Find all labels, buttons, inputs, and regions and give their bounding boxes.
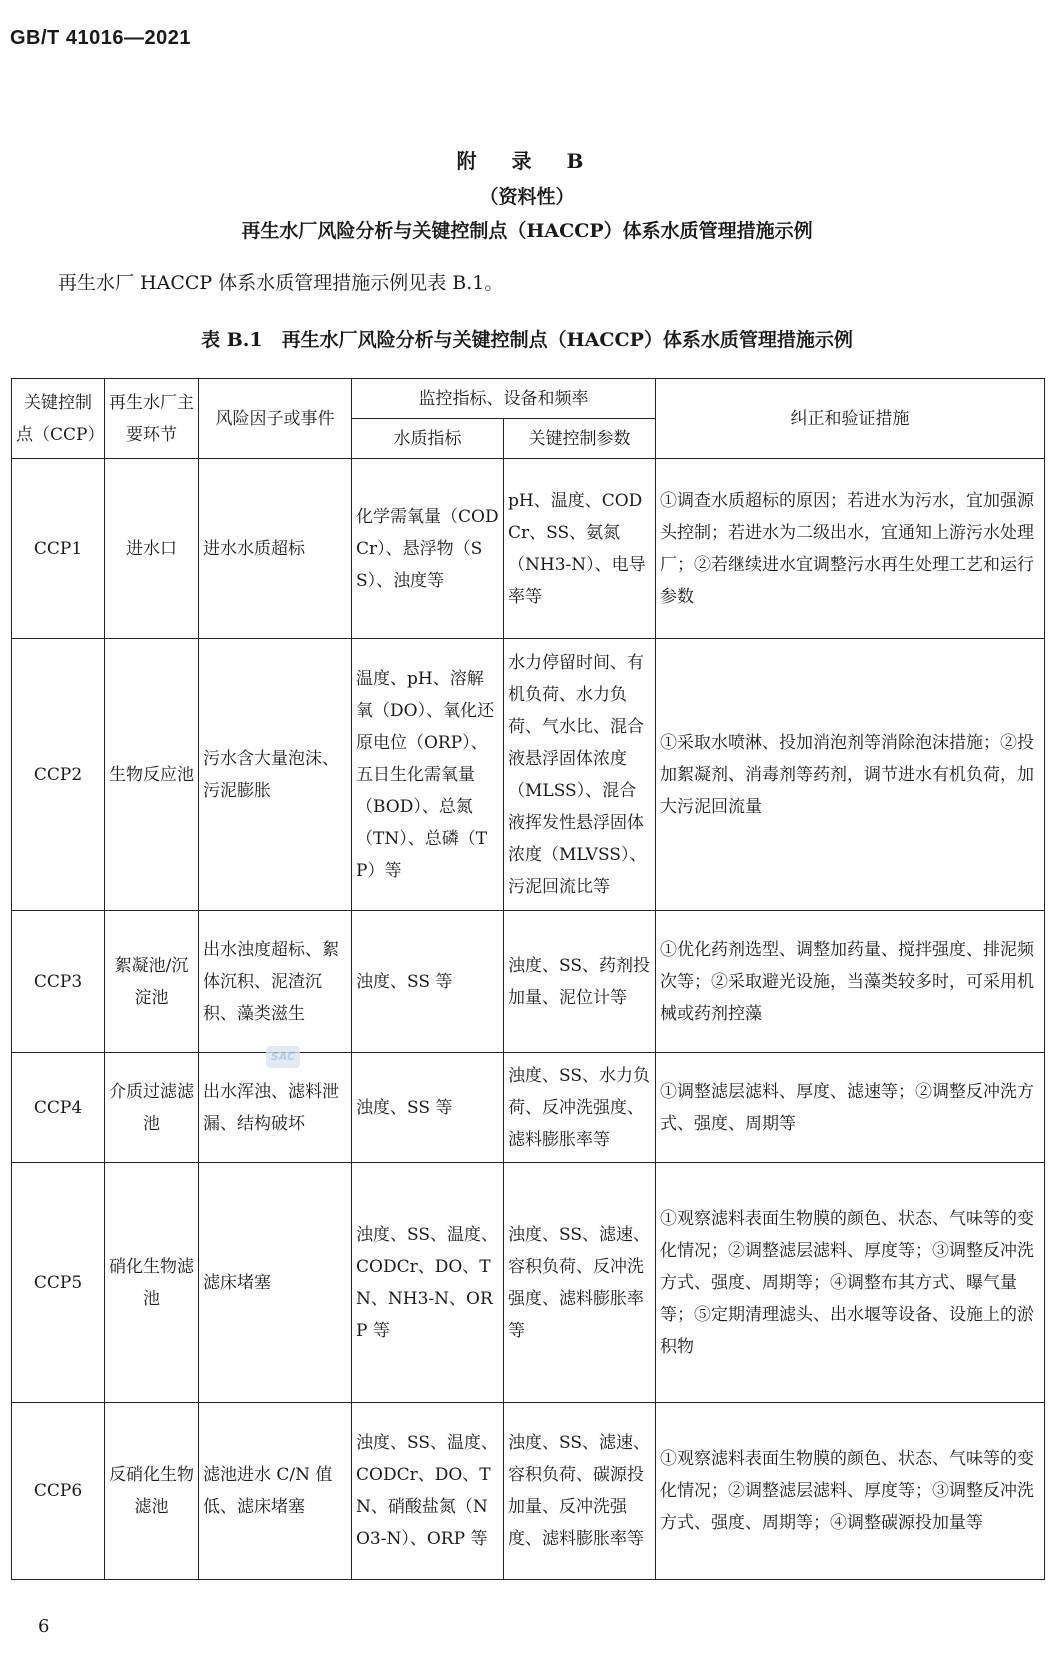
page-number: 6 (38, 1616, 50, 1637)
cell-risk: 出水浑浊、滤料泄漏、结构破坏 (199, 1053, 352, 1163)
cell-water-index: 浊度、SS、温度、CODCr、DO、TN、NH3-N、ORP 等 (352, 1163, 504, 1403)
table-row (12, 639, 1045, 911)
header-ccp: 关键控制点（CCP） (12, 379, 105, 459)
header-measures: 纠正和验证措施 (656, 379, 1045, 459)
cell-ccp: CCP6 (12, 1403, 105, 1580)
cell-risk: 出水浊度超标、絮体沉积、泥渣沉积、藻类滋生 (199, 911, 352, 1053)
cell-measures: ①调整滤层滤料、厚度、滤速等；②调整反冲洗方式、强度、周期等 (656, 1053, 1045, 1163)
cell-water-index: 浊度、SS 等 (352, 911, 504, 1053)
table-header-row (12, 379, 1045, 419)
table-row (12, 1403, 1045, 1580)
cell-key-params: 水力停留时间、有机负荷、水力负荷、气水比、混合液悬浮固体浓度（MLSS）、混合液挥发性悬浮固体浓度（MLVSS）、污泥回流比等 (504, 639, 656, 911)
cell-risk: 进水水质超标 (199, 459, 352, 639)
table-row (12, 1163, 1045, 1403)
cell-key-params: 浊度、SS、药剂投加量、泥位计等 (504, 911, 656, 1053)
header-water-index: 水质指标 (352, 419, 504, 459)
intro-paragraph: 再生水厂 HACCP 体系水质管理措施示例见表 B.1。 (58, 272, 504, 294)
header-key-params: 关键控制参数 (504, 419, 656, 459)
appendix-heading: 再生水厂风险分析与关键控制点（HACCP）体系水质管理措施示例 (241, 220, 813, 242)
cell-key-params: pH、温度、CODCr、SS、氨氮（NH3-N）、电导率等 (504, 459, 656, 639)
cell-water-index: 温度、pH、溶解氧（DO）、氧化还原电位（ORP）、五日生化需氧量（BOD）、总氮（TN）、总磷（TP）等 (352, 639, 504, 911)
cell-measures: ①观察滤料表面生物膜的颜色、状态、气味等的变化情况；②调整滤层滤料、厚度等；③调整反冲洗方式、强度、周期等；④调整布其方式、曝气量等；⑤定期清理滤头、出水堰等设备、设施上的淤积物 (656, 1163, 1045, 1403)
cell-key-params: 浊度、SS、滤速、容积负荷、碳源投加量、反冲洗强度、滤料膨胀率等 (504, 1403, 656, 1580)
header-monitor-group: 监控指标、设备和频率 (352, 379, 656, 419)
appendix-nature: （资料性） (479, 186, 575, 208)
cell-ccp: CCP2 (12, 639, 105, 911)
haccp-table (11, 378, 1045, 1580)
cell-ccp: CCP3 (12, 911, 105, 1053)
cell-measures: ①观察滤料表面生物膜的颜色、状态、气味等的变化情况；②调整滤层滤料、厚度等；③调整反冲洗方式、强度、周期等；④调整碳源投加量等 (656, 1403, 1045, 1580)
cell-stage: 絮凝池/沉淀池 (105, 911, 199, 1053)
cell-measures: ①采取水喷淋、投加消泡剂等消除泡沫措施；②投加絮凝剂、消毒剂等药剂，调节进水有机负荷，加大污泥回流量 (656, 639, 1045, 911)
table-row (12, 459, 1045, 639)
header-stage: 再生水厂主要环节 (105, 379, 199, 459)
cell-ccp: CCP5 (12, 1163, 105, 1403)
cell-stage: 硝化生物滤池 (105, 1163, 199, 1403)
cell-stage: 反硝化生物滤池 (105, 1403, 199, 1580)
appendix-title: 附 录 B (456, 149, 598, 173)
cell-ccp: CCP1 (12, 459, 105, 639)
cell-measures: ①优化药剂选型、调整加药量、搅拌强度、排泥频次等；②采取避光设施，当藻类较多时，可采用机械或药剂控藻 (656, 911, 1045, 1053)
cell-stage: 生物反应池 (105, 639, 199, 911)
cell-risk: 污水含大量泡沫、污泥膨胀 (199, 639, 352, 911)
sac-watermark-logo: SAC (266, 1046, 300, 1068)
table-row (12, 911, 1045, 1053)
cell-key-params: 浊度、SS、水力负荷、反冲洗强度、滤料膨胀率等 (504, 1053, 656, 1163)
table-caption: 表 B.1 再生水厂风险分析与关键控制点（HACCP）体系水质管理措施示例 (201, 329, 853, 351)
cell-water-index: 浊度、SS 等 (352, 1053, 504, 1163)
cell-risk: 滤池进水 C/N 值低、滤床堵塞 (199, 1403, 352, 1580)
cell-stage: 进水口 (105, 459, 199, 639)
cell-stage: 介质过滤滤池 (105, 1053, 199, 1163)
cell-ccp: CCP4 (12, 1053, 105, 1163)
cell-water-index: 化学需氧量（CODCr）、悬浮物（SS）、浊度等 (352, 459, 504, 639)
standard-code: GB/T 41016—2021 (10, 27, 191, 49)
table-row (12, 1053, 1045, 1163)
cell-risk: 滤床堵塞 (199, 1163, 352, 1403)
cell-key-params: 浊度、SS、滤速、容积负荷、反冲洗强度、滤料膨胀率等 (504, 1163, 656, 1403)
cell-water-index: 浊度、SS、温度、CODCr、DO、TN、硝酸盐氮（NO3-N）、ORP 等 (352, 1403, 504, 1580)
header-risk: 风险因子或事件 (199, 379, 352, 459)
cell-measures: ①调查水质超标的原因；若进水为污水，宜加强源头控制；若进水为二级出水，宜通知上游污水处理厂；②若继续进水宜调整污水再生处理工艺和运行参数 (656, 459, 1045, 639)
